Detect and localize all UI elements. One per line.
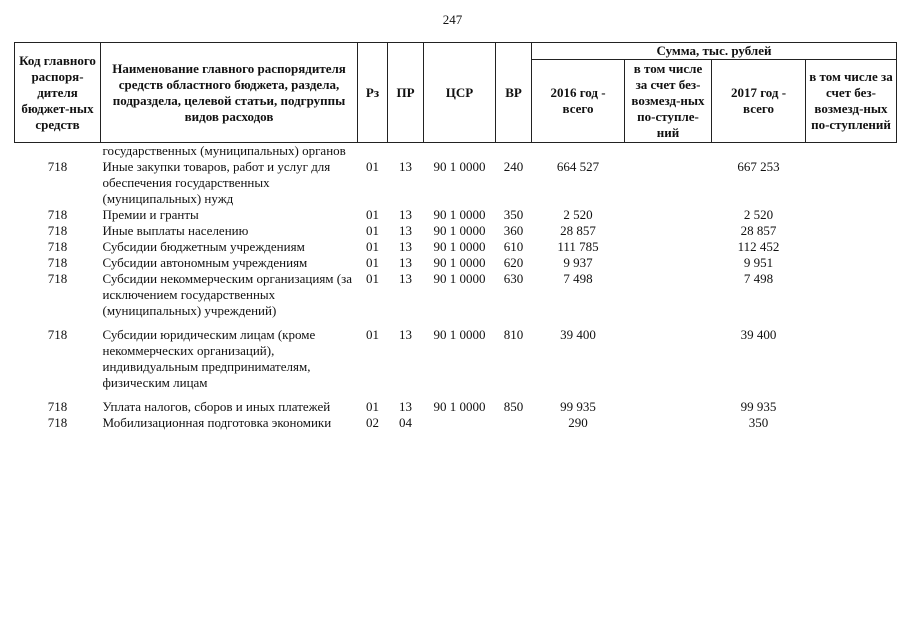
cell-2016-free: [625, 223, 712, 239]
header-code: Код главного распоря-дителя бюджет-ных средств: [15, 43, 101, 143]
cell-rz: 01: [366, 159, 379, 174]
cell-2017-total: 350: [748, 415, 769, 430]
cell-2017-total: 39 400: [740, 327, 777, 342]
cell-2017-free: [806, 207, 897, 223]
header-2016-total: 2016 год - всего: [532, 60, 625, 143]
cell-code: 718: [47, 415, 68, 430]
cell-name: Субсидии юридическим лицам (кроме некоммерческих организаций), индивидуальным предпринимателям, физическим лицам: [102, 327, 316, 390]
table-row: [15, 327, 897, 391]
cell-2016-total: 290: [568, 415, 588, 430]
cell-csr: [424, 143, 496, 160]
cell-name: государственных (муниципальных) органов: [102, 143, 346, 158]
cell-pr: 13: [399, 399, 412, 414]
cell-2016-free: [625, 159, 712, 207]
cell-2017-free: [806, 255, 897, 271]
cell-vr: 620: [503, 255, 524, 270]
cell-rz: [358, 143, 388, 160]
cell-vr: 350: [503, 207, 524, 222]
header-2017-total: 2017 год - всего: [712, 60, 806, 143]
header-csr: ЦСР: [424, 43, 496, 143]
cell-name: Субсидии автономным учреждениям: [102, 255, 308, 270]
cell-csr: 90 1 0000: [433, 159, 486, 174]
cell-2016-total: 9 937: [563, 255, 593, 270]
cell-2016-total: 2 520: [563, 207, 593, 222]
cell-name: Мобилизационная подготовка экономики: [102, 415, 332, 430]
table-row: [15, 143, 897, 160]
cell-2016-total: [532, 143, 625, 160]
cell-pr: 04: [399, 415, 412, 430]
table-row: [15, 207, 897, 223]
cell-2017-free: [806, 399, 897, 415]
cell-pr: 13: [399, 327, 412, 342]
cell-name: Премии и гранты: [102, 207, 199, 222]
cell-csr: 90 1 0000: [433, 223, 486, 238]
header-rz: Рз: [358, 43, 388, 143]
cell-name: Субсидии бюджетным учреждениям: [102, 239, 305, 254]
cell-2017-free: [806, 159, 897, 207]
cell-2017-total: 7 498: [743, 271, 774, 286]
cell-pr: 13: [399, 239, 412, 254]
cell-rz: 01: [366, 271, 379, 286]
cell-vr: [496, 415, 532, 431]
cell-pr: 13: [399, 223, 412, 238]
header-pr: ПР: [388, 43, 424, 143]
cell-2017-free: [806, 415, 897, 431]
cell-2016-free: [625, 399, 712, 415]
cell-2017-total: 112 452: [737, 239, 780, 254]
page-number: 247: [442, 12, 463, 27]
table-row: [15, 239, 897, 255]
cell-rz: 01: [366, 223, 379, 238]
cell-pr: 13: [399, 207, 412, 222]
cell-csr: [424, 415, 496, 431]
cell-2016-total: 39 400: [560, 327, 596, 342]
cell-code: 718: [47, 239, 68, 254]
cell-2017-free: [806, 239, 897, 255]
cell-vr: 610: [503, 239, 524, 254]
cell-2017-free: [806, 143, 897, 160]
cell-2017-total: 2 520: [743, 207, 774, 222]
header-sum-group: Сумма, тыс. рублей: [532, 43, 897, 60]
table-header: [15, 43, 897, 143]
cell-pr: 13: [399, 159, 412, 174]
cell-rz: 02: [366, 415, 379, 430]
cell-2016-free: [625, 415, 712, 431]
table-row: [15, 159, 897, 207]
cell-pr: [388, 143, 424, 160]
cell-2017-free: [806, 271, 897, 319]
header-2016-free: в том числе за счет без-возмезд-ных по-ступле-ний: [625, 60, 712, 143]
cell-rz: 01: [366, 399, 379, 414]
cell-pr: 13: [399, 271, 412, 286]
cell-code: 718: [47, 159, 68, 174]
cell-2017-total: [712, 143, 806, 160]
cell-code: 718: [47, 399, 68, 414]
header-name: Наименование главного распорядителя средств областного бюджета, раздела, подраздела, целевой статьи, подгруппы видов расходов: [101, 43, 358, 143]
cell-vr: 810: [503, 327, 524, 342]
cell-2016-total: 7 498: [563, 271, 593, 286]
cell-code: 718: [47, 207, 68, 222]
cell-csr: 90 1 0000: [433, 327, 486, 342]
cell-code: 718: [47, 271, 68, 286]
cell-2017-total: 9 951: [743, 255, 774, 270]
cell-2017-total: 28 857: [740, 223, 777, 238]
table-row: [15, 255, 897, 271]
cell-2017-free: [806, 223, 897, 239]
cell-2016-free: [625, 239, 712, 255]
table-row: [15, 415, 897, 431]
cell-2017-total: 99 935: [740, 399, 777, 414]
cell-pr: 13: [399, 255, 412, 270]
header-2017-free: в том числе за счет без-возмезд-ных по-ступлений: [806, 60, 897, 143]
cell-vr: 240: [503, 159, 524, 174]
cell-rz: 01: [366, 327, 379, 342]
row-spacer-cell: [15, 391, 897, 399]
cell-csr: 90 1 0000: [433, 271, 486, 286]
row-spacer: [15, 391, 897, 399]
cell-2017-total: 667 253: [737, 159, 780, 174]
cell-name: Субсидии некоммерческим организациям (за исключением государственных (муниципальных) учреждений): [102, 271, 353, 318]
cell-vr: 850: [503, 399, 524, 414]
header-vr: ВР: [496, 43, 532, 143]
cell-csr: 90 1 0000: [433, 255, 486, 270]
cell-2016-total: 664 527: [556, 159, 600, 174]
cell-code: [15, 143, 101, 160]
cell-2016-free: [625, 255, 712, 271]
cell-name: Уплата налогов, сборов и иных платежей: [102, 399, 331, 414]
table-row: [15, 399, 897, 415]
cell-vr: [496, 143, 532, 160]
cell-code: 718: [47, 327, 68, 342]
cell-2016-total: 111 785: [557, 239, 599, 254]
cell-2016-free: [625, 271, 712, 319]
table-row: [15, 223, 897, 239]
cell-rz: 01: [366, 255, 379, 270]
cell-csr: 90 1 0000: [433, 207, 486, 222]
cell-2016-free: [625, 207, 712, 223]
cell-code: 718: [47, 223, 68, 238]
cell-name: Иные выплаты населению: [102, 223, 249, 238]
row-spacer-cell: [15, 319, 897, 327]
cell-2016-total: 28 857: [560, 223, 596, 238]
cell-csr: 90 1 0000: [433, 239, 486, 254]
cell-2017-free: [806, 327, 897, 391]
cell-rz: 01: [366, 239, 379, 254]
table-row: [15, 271, 897, 319]
cell-vr: 360: [503, 223, 524, 238]
cell-code: 718: [47, 255, 68, 270]
budget-table: [14, 42, 897, 431]
row-spacer: [15, 319, 897, 327]
cell-vr: 630: [503, 271, 524, 286]
cell-rz: 01: [366, 207, 379, 222]
table-body: [15, 143, 897, 432]
cell-name: Иные закупки товаров, работ и услуг для обеспечения государственных (муниципальных) нужд: [102, 159, 331, 206]
cell-2016-free: [625, 143, 712, 160]
cell-2016-total: 99 935: [560, 399, 596, 414]
cell-csr: 90 1 0000: [433, 399, 486, 414]
cell-2016-free: [625, 327, 712, 391]
